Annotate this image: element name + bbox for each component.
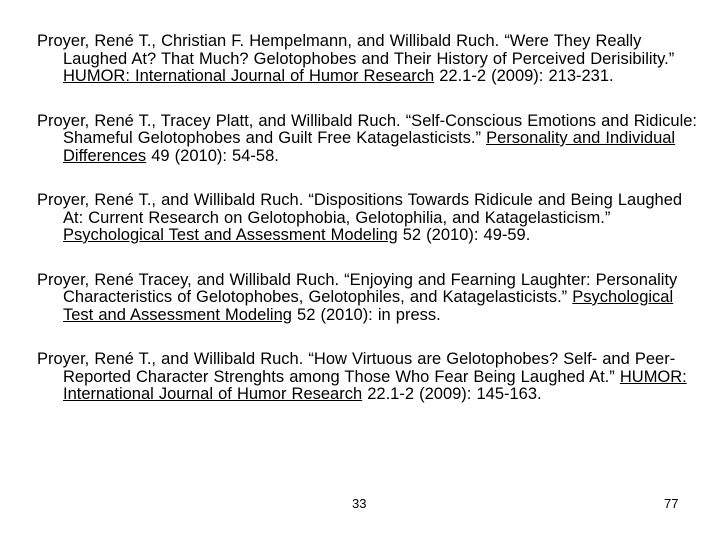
reference-details: 52 (2010): in press. — [291, 305, 441, 324]
journal-title: Personality and Individual Differences — [63, 129, 676, 165]
reference-entry — [37, 33, 697, 86]
page-number: 77 — [664, 496, 679, 511]
reference-entry — [37, 351, 697, 404]
reference-text: Proyer, René T., and Willibald Ruch. “How Virtuous are Gelotophobes? Self- and Peer-Reported Character Strenghts among Those Who Fear Being Laughed At.” — [37, 350, 676, 386]
reference-details: 52 (2010): 49-59. — [397, 226, 531, 244]
journal-title: HUMOR: International Journal of Humor Research — [63, 67, 435, 85]
reference-entry — [37, 272, 697, 325]
reference-entry — [37, 113, 697, 166]
reference-list — [37, 33, 697, 431]
reference-text: Proyer, René T., Tracey Platt, and Willibald Ruch. “Self-Conscious Emotions and Ridicule: Shameful Gelotophobes and Guilt Free Katagelasticists.” — [37, 111, 697, 147]
journal-title: HUMOR: International Journal of Humor Research — [63, 367, 687, 403]
reference-details: 22.1-2 (2009): 145-163. — [362, 385, 542, 403]
journal-title: Psychological Test and Assessment Modeling — [63, 226, 398, 244]
reference-text: Proyer, René Tracey, and Willibald Ruch. “Enjoying and Fearning Laughter: Personality Characteristics of Gelotophobes, Gelotophiles, and Katagelasticists.” — [37, 270, 678, 306]
journal-title: Psychological Test and Assessment Modeling — [63, 288, 674, 324]
reference-text: Proyer, René T., and Willibald Ruch. “Dispositions Towards Ridicule and Being Laughed At: Current Research on Gelotophobia, Gelotophilia, and Katagelasticism.” — [37, 191, 683, 227]
reference-entry — [37, 192, 697, 245]
reference-details: 49 (2010): 54-58. — [146, 146, 279, 165]
reference-text: Proyer, René T., Christian F. Hempelmann, and Willibald Ruch. “Were They Really Laughed At? That Much? Gelotophobes and Their History of Perceived Derisibility.” — [37, 32, 675, 68]
slide-number: 33 — [352, 496, 367, 511]
reference-details: 22.1-2 (2009): 213-231. — [434, 67, 614, 85]
